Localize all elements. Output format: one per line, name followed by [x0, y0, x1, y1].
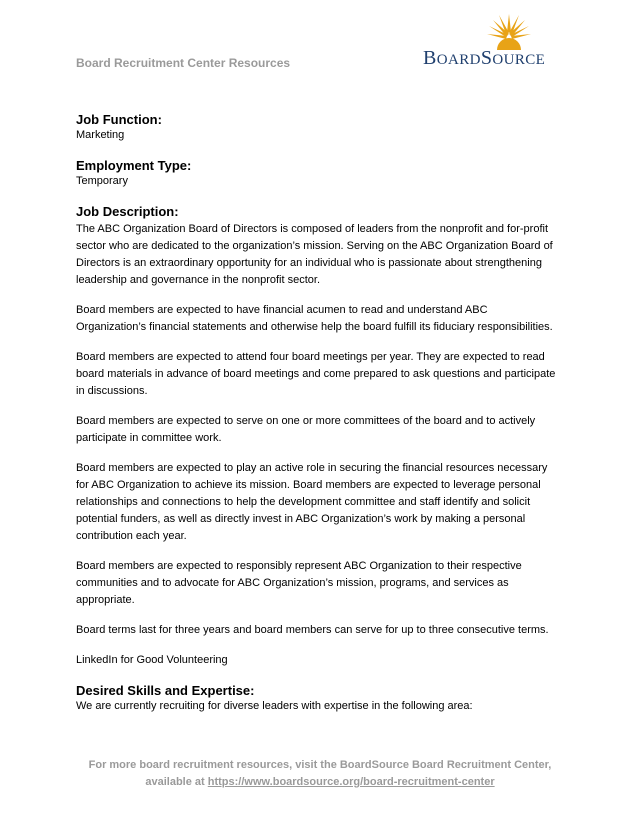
boardsource-logo [423, 14, 595, 70]
job-function-heading: Job Function: [76, 112, 162, 127]
job-description-paragraph: Board members are expected to responsibly represent ABC Organization to their respective communities and to advocate for ABC Organization’s mission, programs, and services as appropriate. [76, 560, 522, 606]
job-description-paragraph: Board terms last for three years and board members can serve for up to three consecutive terms. [76, 624, 549, 636]
employment-type-heading: Employment Type: [76, 158, 192, 173]
document-header-title: Board Recruitment Center Resources [76, 56, 291, 70]
logo-letters-oard: OARD [436, 52, 481, 68]
desired-skills-value: We are currently recruiting for diverse leaders with expertise in the following area: [76, 700, 473, 712]
board-recruitment-center-link[interactable]: https://www.boardsource.org/board-recruitment-center [207, 776, 495, 788]
job-description-heading: Job Description: [76, 204, 179, 219]
job-description-paragraph: Board members are expected to play an active role in securing the financial resources necessary for ABC Organization to achieve its mission. Board members are expected to leverage personal relationships and connections to help the development committee and staff identify and solicit potential funders, as well as directly invest in ABC Organization’s work by making a personal contribution each year. [76, 462, 548, 542]
logo-letter-b: B [423, 47, 437, 69]
sun-icon [487, 14, 531, 50]
job-description-paragraph: The ABC Organization Board of Directors is composed of leaders from the nonprofit and for-profit sector who are dedicated to the organization’s mission. Serving on the ABC Organization Board of Directors is an extraordinary opportunity for an individual who is passionate about strengthening leadership and governance in the nonprofit sector. [76, 223, 553, 286]
job-description-paragraph: Board members are expected to attend four board meetings per year. They are expected to read board materials in advance of board meetings and come prepared to ask questions and participate in discussions. [76, 351, 556, 397]
logo-letters-ource: OURCE [492, 52, 546, 68]
document-footer [60, 757, 580, 791]
job-description-paragraph: Board members are expected to serve on one or more committees of the board and to actively participate in committee work. [76, 415, 536, 444]
logo-wordmark [423, 47, 545, 70]
linkedin-volunteering-line: LinkedIn for Good Volunteering [76, 654, 228, 666]
job-description-paragraph: Board members are expected to have financial acumen to read and understand ABC Organization’s financial statements and otherwise help the board fulfill its fiduciary responsibilities. [76, 304, 553, 333]
footer-line-1: For more board recruitment resources, visit the BoardSource Board Recruitment Center, [88, 759, 552, 771]
footer-line-2-prefix: available at [145, 776, 208, 788]
document-body [76, 111, 556, 728]
desired-skills-heading: Desired Skills and Expertise: [76, 683, 255, 698]
job-function-value: Marketing [76, 129, 125, 141]
employment-type-value: Temporary [76, 175, 128, 187]
footer-line-2 [60, 774, 580, 791]
logo-letter-s: S [480, 47, 493, 69]
